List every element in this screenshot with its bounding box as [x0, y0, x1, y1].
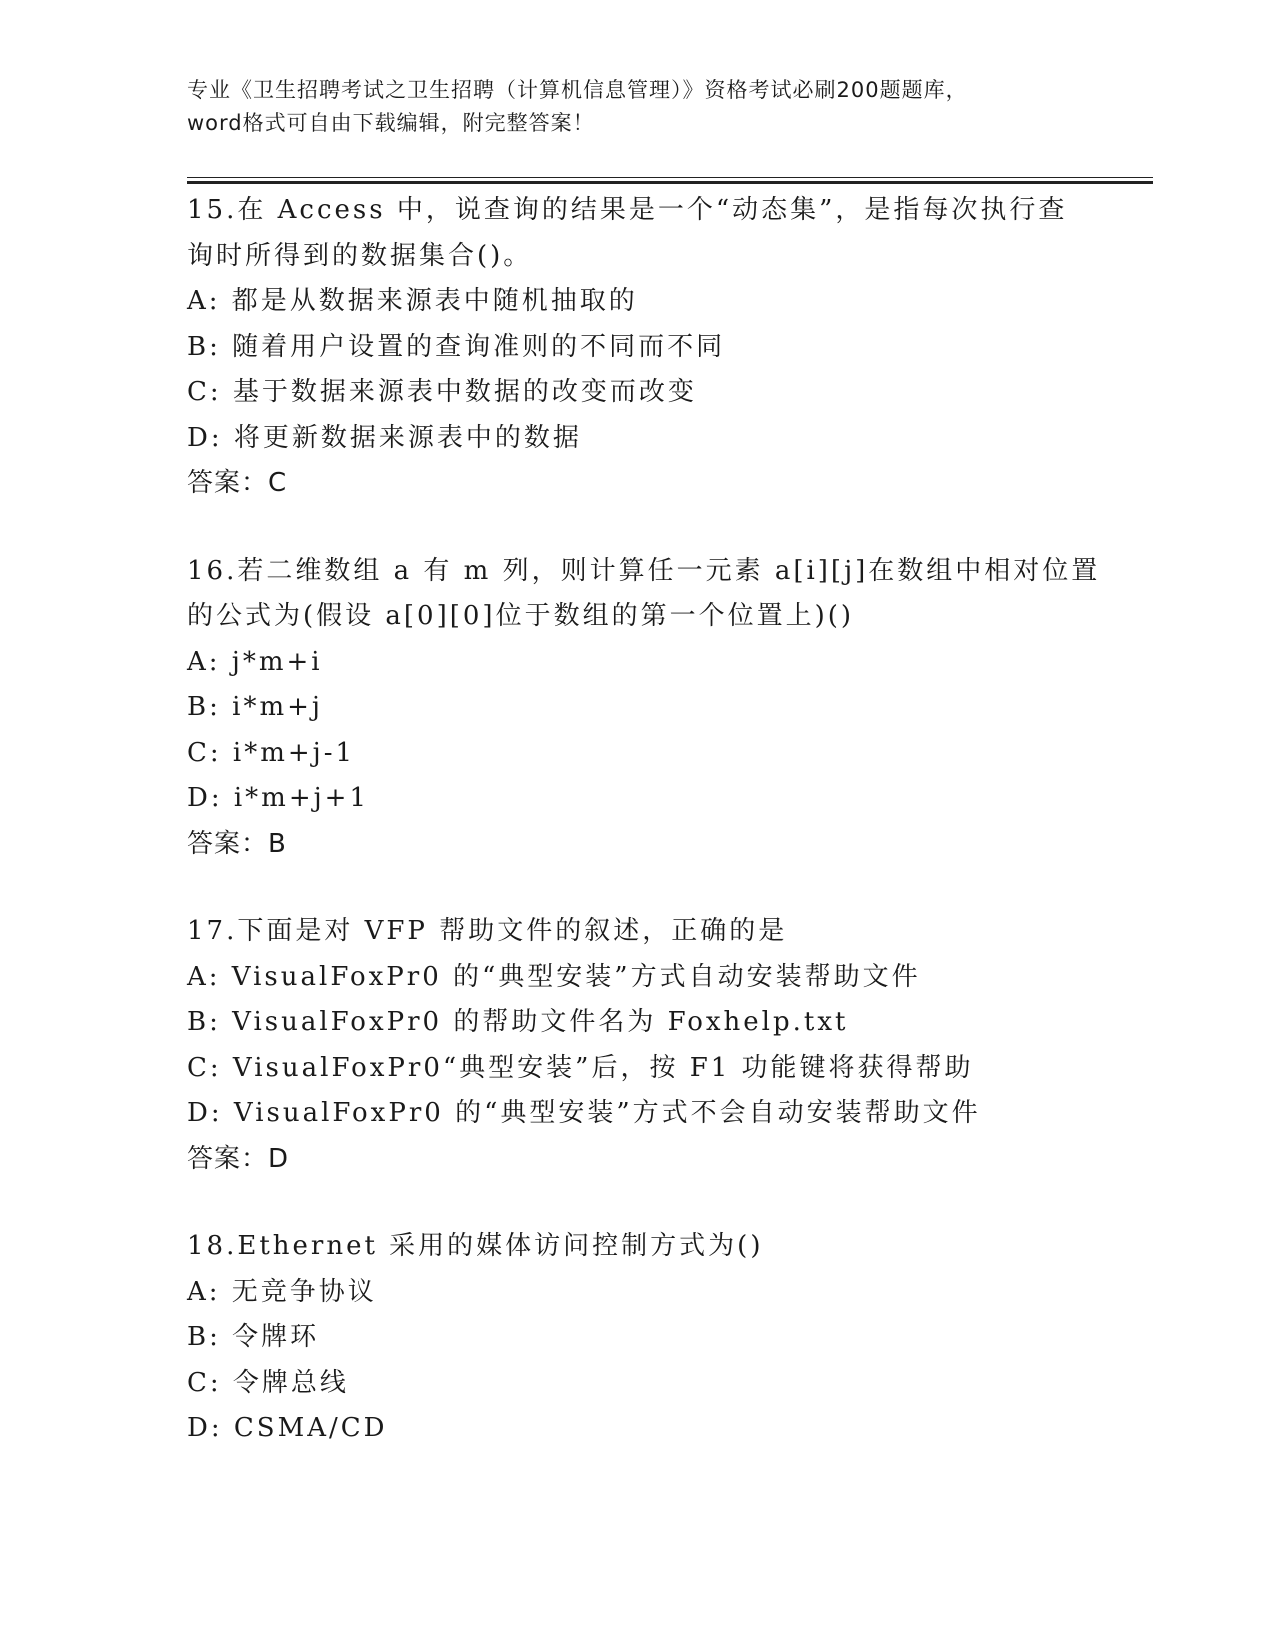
question-block	[187, 1224, 1147, 1452]
option-a: A: j*m+i	[187, 646, 323, 677]
answer-line: 答案：C	[187, 468, 288, 498]
question-block	[187, 909, 1147, 1182]
answer-line: 答案：B	[187, 828, 287, 859]
answer-line: 答案：D	[187, 1143, 290, 1174]
option-d: D: VisualFoxPr0 的“典型安装”方式不会自动安装帮助文件	[187, 1098, 981, 1128]
option-b: B: i*m+j	[187, 692, 323, 722]
question-block	[187, 549, 1147, 868]
option-c: C: VisualFoxPr0“典型安装”后，按 F1 功能键将获得帮助	[187, 1052, 974, 1083]
question-stem: 的公式为(假设 a[0][0]位于数组的第一个位置上)()	[187, 601, 854, 631]
divider-thick-line	[187, 181, 1153, 184]
option-d: D: CSMA/CD	[187, 1413, 388, 1443]
document-header	[187, 74, 1087, 140]
question-stem: 15.在 Access 中，说查询的结果是一个“动态集”，是指每次执行查	[187, 195, 1068, 225]
question-stem: 17.下面是对 VFP 帮助文件的叙述，正确的是	[187, 916, 788, 946]
option-b: B: VisualFoxPr0 的帮助文件名为 Foxhelp.txt	[187, 1007, 849, 1037]
option-c: C: 基于数据来源表中数据的改变而改变	[187, 377, 697, 407]
option-a: A: 都是从数据来源表中随机抽取的	[187, 286, 638, 316]
header-line: 专业《卫生招聘考试之卫生招聘（计算机信息管理）》资格考试必刷200题题库，	[187, 78, 968, 102]
question-list	[187, 188, 1147, 1494]
option-c: C: i*m+j-1	[187, 737, 356, 768]
header-line: word格式可自由下载编辑，附完整答案！	[187, 111, 595, 135]
option-a: A: 无竞争协议	[187, 1276, 377, 1307]
option-b: B: 令牌环	[187, 1322, 320, 1352]
option-d: D: 将更新数据来源表中的数据	[187, 422, 582, 453]
question-stem: 询时所得到的数据集合()。	[187, 240, 533, 271]
option-a: A: VisualFoxPr0 的“典型安装”方式自动安装帮助文件	[187, 961, 921, 992]
question-stem: 16.若二维数组 a 有 m 列，则计算任一元素 a[i][j]在数组中相对位置	[187, 555, 1101, 586]
divider-thin-line	[187, 177, 1153, 178]
header-divider	[187, 177, 1153, 184]
option-c: C: 令牌总线	[187, 1367, 349, 1398]
question-block	[187, 188, 1147, 507]
option-b: B: 随着用户设置的查询准则的不同而不同	[187, 331, 726, 362]
question-stem: 18.Ethernet 采用的媒体访问控制方式为()	[187, 1231, 764, 1261]
option-d: D: i*m+j+1	[187, 783, 370, 813]
